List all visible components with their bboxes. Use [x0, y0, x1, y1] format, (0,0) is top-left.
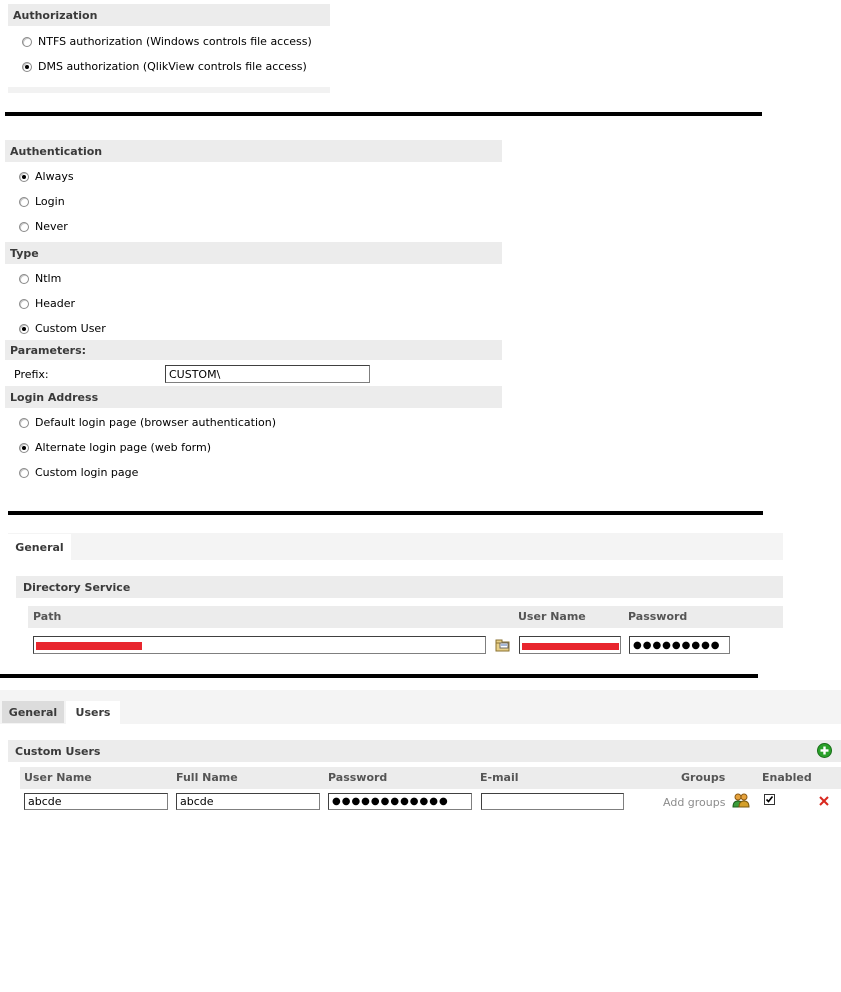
full-name-input[interactable]: abcde — [176, 793, 320, 810]
authorization-header: Authorization — [8, 4, 330, 26]
always-radio[interactable] — [19, 172, 29, 182]
authentication-option-never[interactable] — [19, 220, 68, 233]
users-tab-bar — [0, 690, 841, 724]
default-login-radio[interactable] — [19, 418, 29, 428]
tab-bar — [8, 533, 783, 560]
custom-user-label: Custom User — [35, 322, 106, 335]
alternate-login-label: Alternate login page (web form) — [35, 441, 212, 454]
separator-line — [0, 674, 758, 678]
header-radio[interactable] — [19, 299, 29, 309]
type-header: Type — [5, 242, 502, 264]
ntfs-authorization-label: NTFS authorization (Windows controls file access) — [38, 35, 312, 48]
parameters-header: Parameters: — [5, 340, 502, 360]
type-option-header[interactable] — [19, 297, 75, 310]
default-login-label: Default login page (browser authentication) — [35, 416, 277, 429]
login-radio[interactable] — [19, 197, 29, 207]
ntfs-authorization-radio[interactable] — [22, 37, 32, 47]
groups-icon[interactable] — [732, 793, 750, 808]
directory-service-header: Directory Service — [16, 576, 783, 598]
enabled-checkbox[interactable] — [764, 794, 775, 805]
user-password-input[interactable]: ●●●●●●●●●●●● — [328, 793, 472, 810]
never-radio[interactable] — [19, 222, 29, 232]
browse-folder-icon[interactable] — [495, 638, 511, 652]
authentication-option-login[interactable] — [19, 195, 65, 208]
tab-users[interactable]: Users — [66, 701, 120, 724]
authentication-option-always[interactable] — [19, 170, 74, 183]
username-column-header: User Name — [24, 771, 92, 784]
login-option-custom[interactable] — [19, 466, 138, 479]
directory-password-input[interactable]: ●●●●●●●●● — [629, 636, 730, 654]
password-column-header: Password — [628, 610, 688, 623]
enabled-column-header: Enabled — [762, 771, 812, 784]
add-groups-link[interactable]: Add groups — [663, 796, 726, 809]
email-column-header: E-mail — [480, 771, 519, 784]
authorization-footer-bar — [8, 87, 330, 93]
custom-user-radio[interactable] — [19, 324, 29, 334]
dms-authorization-option[interactable] — [22, 60, 307, 73]
prefix-label: Prefix: — [14, 368, 49, 381]
separator-line — [8, 511, 763, 515]
type-option-custom-user[interactable] — [19, 322, 106, 335]
type-option-ntlm[interactable] — [19, 272, 61, 285]
login-label: Login — [35, 195, 65, 208]
ntlm-radio[interactable] — [19, 274, 29, 284]
custom-login-label: Custom login page — [35, 466, 139, 479]
alternate-login-radio[interactable] — [19, 443, 29, 453]
path-redaction — [36, 642, 142, 650]
add-user-icon[interactable] — [817, 743, 832, 758]
groups-column-header: Groups — [681, 771, 726, 784]
never-label: Never — [35, 220, 68, 233]
prefix-input[interactable]: CUSTOM\ — [165, 365, 370, 383]
password-column-header: Password — [328, 771, 388, 784]
custom-users-header: Custom Users — [8, 740, 841, 762]
login-address-header: Login Address — [5, 386, 502, 408]
header-label: Header — [35, 297, 76, 310]
always-label: Always — [35, 170, 74, 183]
dms-authorization-radio[interactable] — [22, 62, 32, 72]
ntlm-label: Ntlm — [35, 272, 62, 285]
dms-authorization-label: DMS authorization (QlikView controls file access) — [38, 60, 307, 73]
ntfs-authorization-option[interactable] — [22, 35, 312, 48]
tab-general[interactable]: General — [2, 701, 64, 723]
custom-login-radio[interactable] — [19, 468, 29, 478]
username-redaction — [522, 643, 619, 650]
email-input[interactable] — [481, 793, 624, 810]
authentication-header: Authentication — [5, 140, 502, 162]
login-option-alternate[interactable] — [19, 441, 211, 454]
login-option-default[interactable] — [19, 416, 276, 429]
fullname-column-header: Full Name — [176, 771, 238, 784]
username-column-header: User Name — [518, 610, 586, 623]
tab-general[interactable]: General — [8, 534, 71, 560]
user-name-input[interactable]: abcde — [24, 793, 168, 810]
separator-line — [5, 112, 762, 116]
delete-user-icon[interactable] — [819, 796, 829, 806]
path-column-header: Path — [33, 610, 62, 623]
